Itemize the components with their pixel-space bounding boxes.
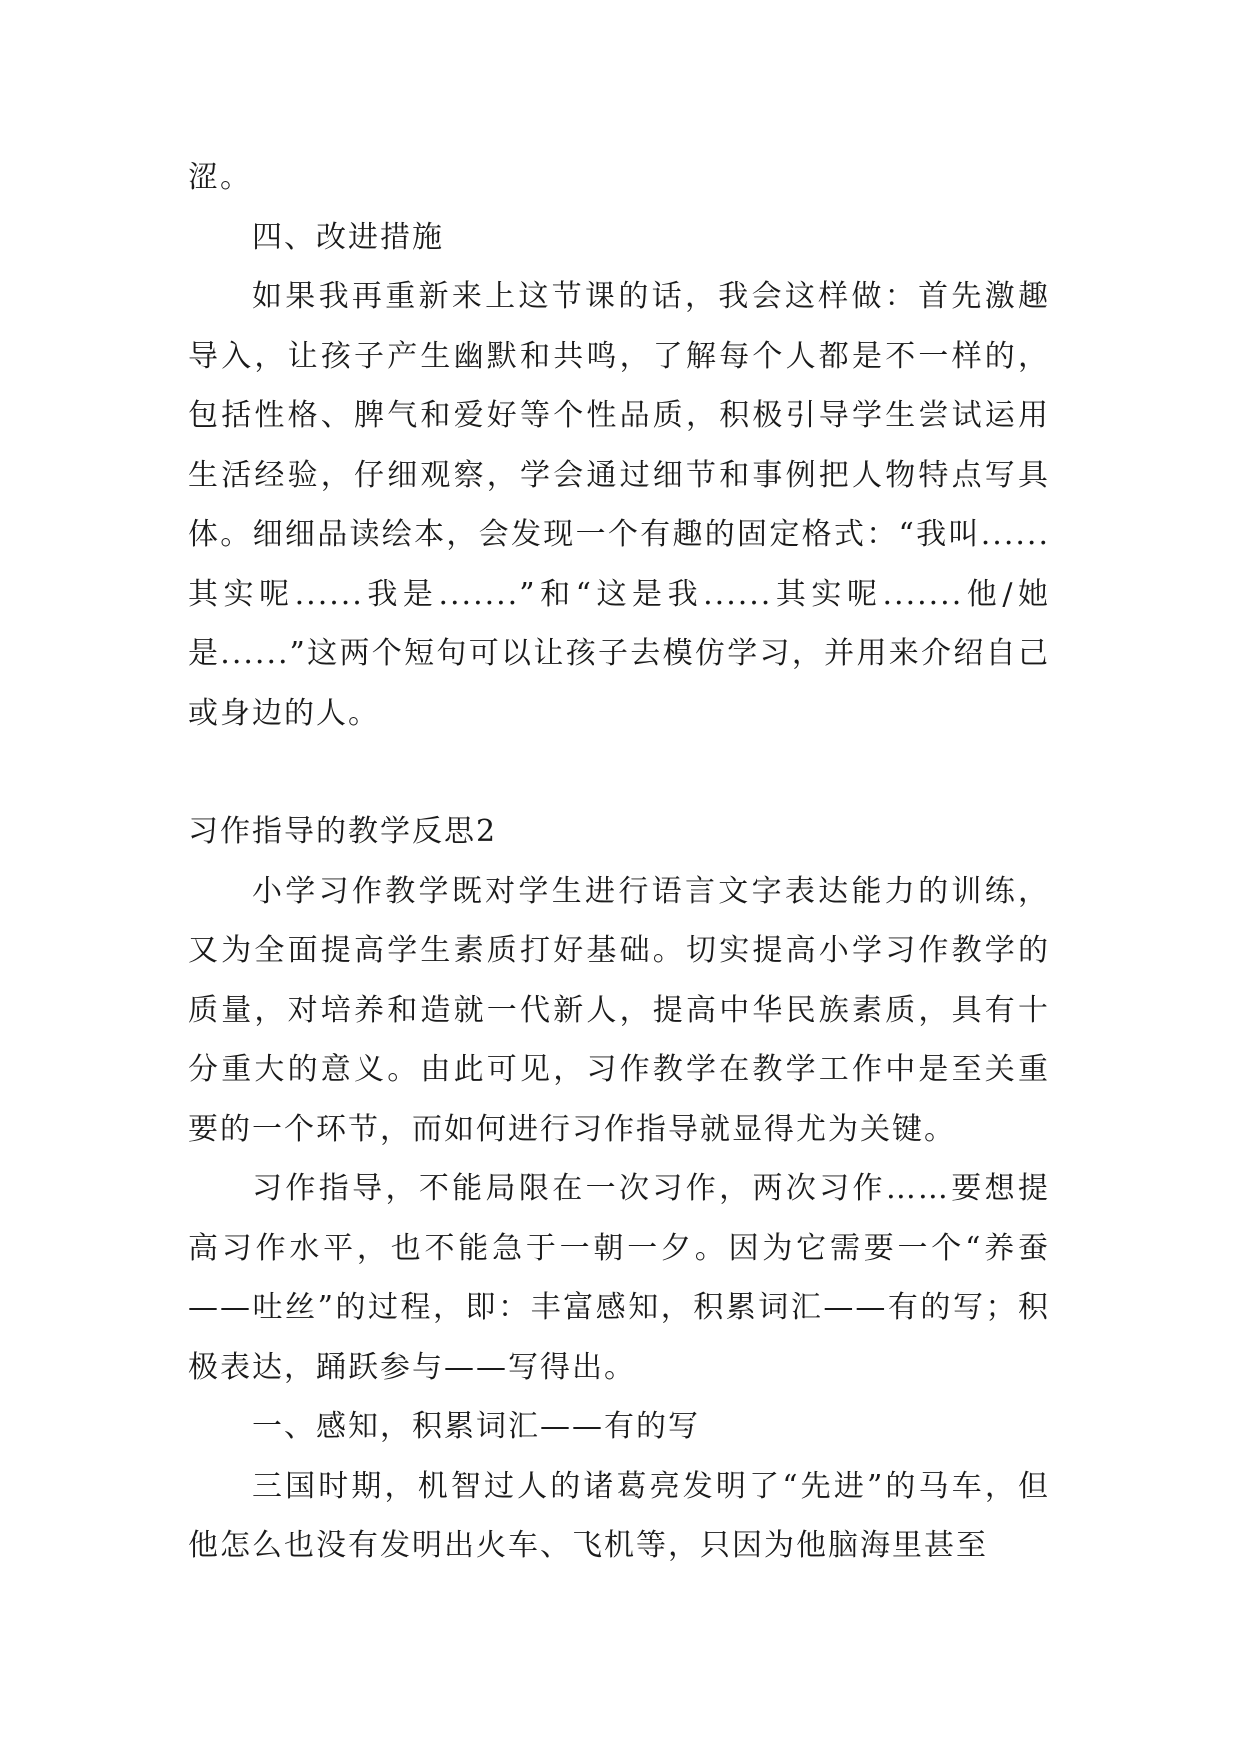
last-paragraph: 三国时期，机智过人的诸葛亮发明了“先进”的马车，但他怎么也没有发明出火车、飞机等，只因为他脑海里甚至: [188, 1468, 1050, 1563]
paragraph-gap: [188, 743, 1050, 802]
continuation-text: 涩。: [188, 160, 252, 195]
article-two-paragraph: 习作指导，不能局限在一次习作，两次习作……要想提高习作水平，也不能急于一朝一夕。因为它需要一个“养蚕——吐丝”的过程，即：丰富感知，积累词汇——有的写；积极表达，踊跃参与——写得出。: [188, 1171, 1050, 1385]
subheading-one: 一、感知，积累词汇——有的写: [252, 1409, 700, 1444]
article-two-paragraph: 小学习作教学既对学生进行语言文字表达能力的训练，又为全面提高学生素质打好基础。切实提高小学习作教学的质量，对培养和造就一代新人，提高中华民族素质，具有十分重大的意义。由此可见，习作教学在教学工作中是至关重要的一个环节，而如何进行习作指导就显得尤为关键。: [188, 873, 1050, 1147]
section-four-paragraph: 如果我再重新来上这节课的话，我会这样做：首先激趣导入，让孩子产生幽默和共鸣，了解每个人都是不一样的，包括性格、脾气和爱好等个性品质，积极引导学生尝试运用生活经验，仔细观察，学会通过细节和事例把人物特点写具体。细细品读绘本，会发现一个有趣的固定格式：“我叫......其实呢......我是.......”和“这是我......其实呢.......他/她是......”这两个短句可以让孩子去模仿学习，并用来介绍自己或身边的人。: [188, 279, 1050, 731]
document-body: [188, 148, 1050, 1576]
section-four-heading: 四、改进措施: [252, 219, 444, 255]
article-two-title: 习作指导的教学反思2: [188, 814, 498, 849]
